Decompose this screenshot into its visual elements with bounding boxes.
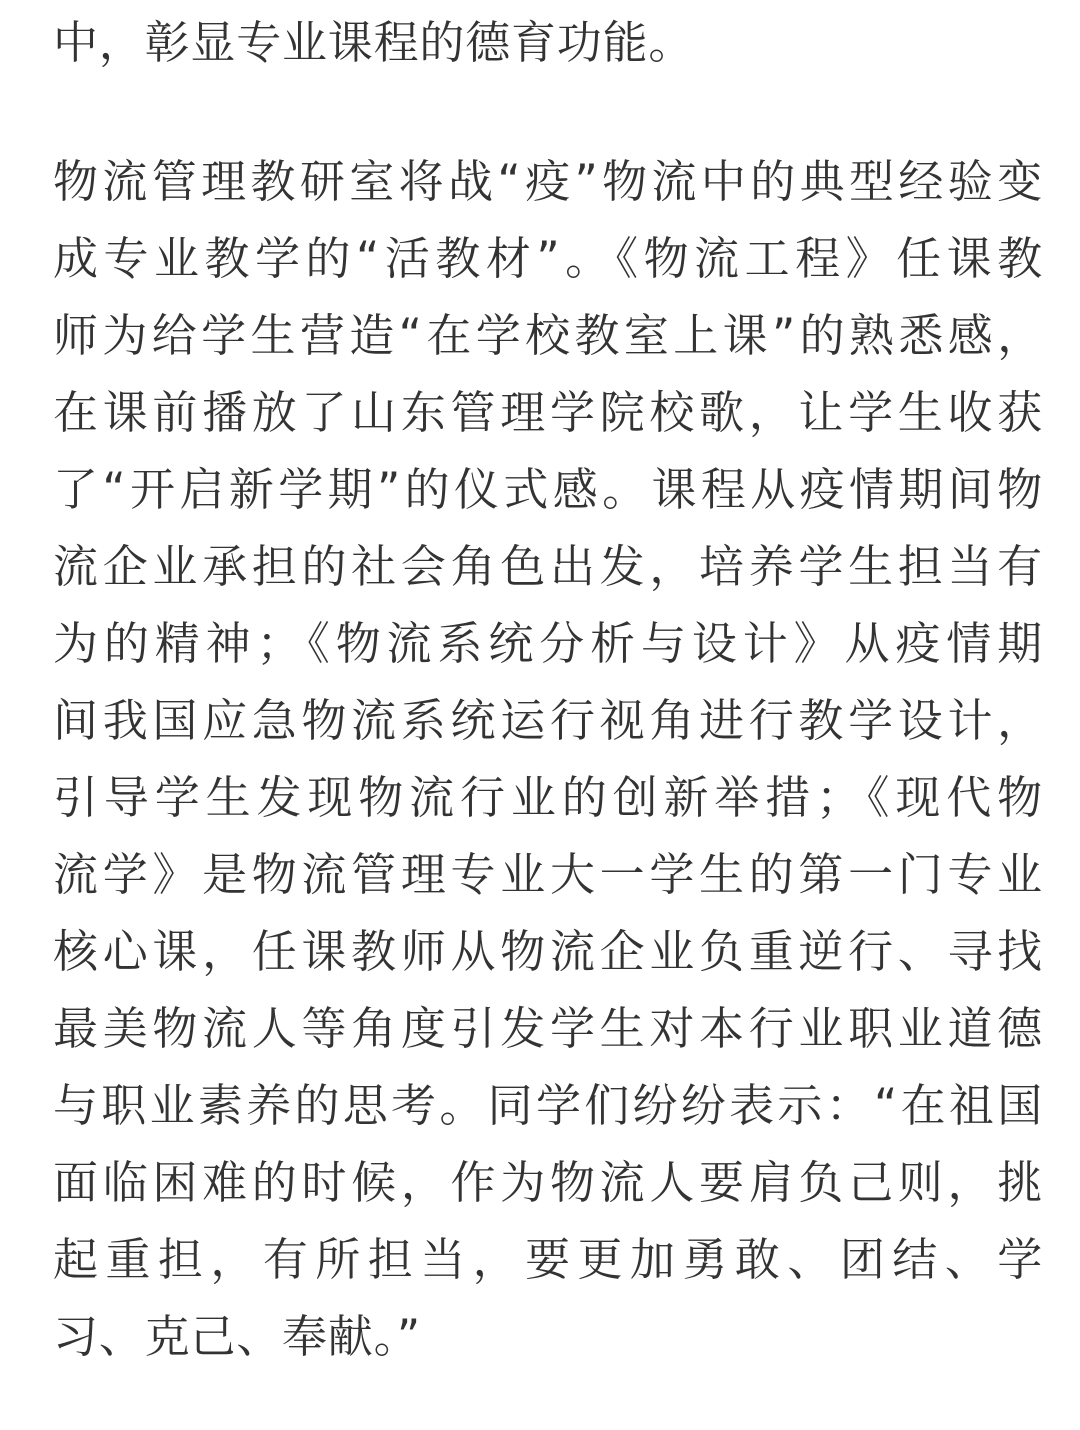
paragraph-2-line: 核心课，任课教师从物流企业负重逆行、寻找 <box>53 925 1043 978</box>
paragraph-2-line: 与职业素养的思考。同学们纷纷表示：“在祖国 <box>53 1079 1043 1132</box>
paragraph-2-line: 起重担，有所担当，要更加勇敢、团结、学 <box>53 1233 1043 1286</box>
paragraph-2-line: 引导学生发现物流行业的创新举措；《现代物 <box>53 771 1043 824</box>
paragraph-2-line: 物流管理教研室将战“疫”物流中的典型经验变 <box>53 155 1043 208</box>
paragraph-2-line: 了“开启新学期”的仪式感。课程从疫情期间物 <box>53 463 1043 516</box>
paragraph-1-line: 中，彰显专业课程的德育功能。 <box>53 16 695 69</box>
paragraph-2-line: 最美物流人等角度引发学生对本行业职业道德 <box>53 1002 1043 1055</box>
paragraph-2-line: 面临困难的时候，作为物流人要肩负己则，挑 <box>53 1156 1043 1209</box>
paragraph-2-line: 为的精神；《物流系统分析与设计》从疫情期 <box>53 617 1043 670</box>
paragraph-2-line: 成专业教学的“活教材”。《物流工程》任课教 <box>53 232 1043 285</box>
paragraph-2-line: 习、克己、奉献。” <box>53 1310 422 1363</box>
paragraph-2-line: 流学》是物流管理专业大一学生的第一门专业 <box>53 848 1043 901</box>
paragraph-2-line: 间我国应急物流系统运行视角进行教学设计， <box>53 694 1043 747</box>
paragraph-2-line: 在课前播放了山东管理学院校歌，让学生收获 <box>53 386 1043 439</box>
paragraph-2-line: 流企业承担的社会角色出发，培养学生担当有 <box>53 540 1043 593</box>
paragraph-2-line: 师为给学生营造“在学校教室上课”的熟悉感， <box>53 309 1043 362</box>
